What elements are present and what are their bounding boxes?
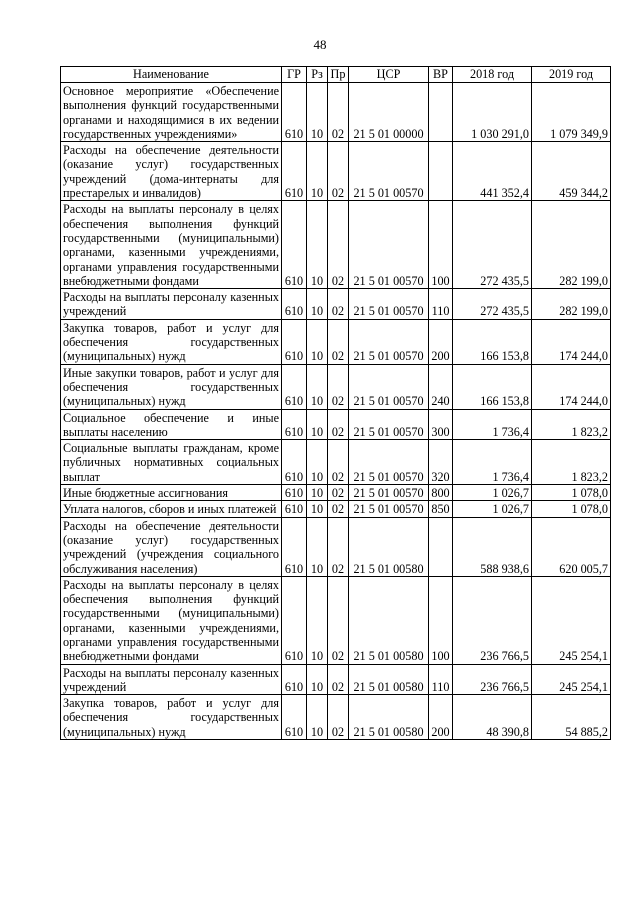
header-gr: ГР (282, 67, 307, 83)
row-csr: 21 5 01 00570 (349, 485, 429, 501)
row-2018: 272 435,5 (453, 289, 532, 320)
row-rz: 10 (307, 319, 328, 364)
row-pr: 02 (328, 409, 349, 440)
row-vr: 100 (429, 576, 453, 664)
row-rz: 10 (307, 664, 328, 695)
row-rz: 10 (307, 576, 328, 664)
row-rz: 10 (307, 289, 328, 320)
row-name: Расходы на обеспечение деятельности (оказание услуг) государственных учреждений (учреждения социального обслуживания населения) (61, 517, 282, 576)
row-2019: 245 254,1 (532, 664, 611, 695)
row-2018: 236 766,5 (453, 664, 532, 695)
row-vr: 240 (429, 364, 453, 409)
table-row (61, 409, 611, 440)
row-2019: 245 254,1 (532, 576, 611, 664)
row-2018: 236 766,5 (453, 576, 532, 664)
header-rz: Рз (307, 67, 328, 83)
header-2019: 2019 год (532, 67, 611, 83)
row-gr: 610 (282, 364, 307, 409)
row-name: Иные закупки товаров, работ и услуг для обеспечения государственных (муниципальных) нужд (61, 364, 282, 409)
header-name: Наименование (61, 67, 282, 83)
header-pr: Пр (328, 67, 349, 83)
table-row (61, 664, 611, 695)
row-name: Расходы на обеспечение деятельности (оказание услуг) государственных учреждений (дома-интернаты для престарелых и инвалидов) (61, 142, 282, 201)
row-csr: 21 5 01 00570 (349, 409, 429, 440)
row-gr: 610 (282, 695, 307, 740)
row-rz: 10 (307, 501, 328, 517)
table-row (61, 201, 611, 289)
row-pr: 02 (328, 289, 349, 320)
row-rz: 10 (307, 409, 328, 440)
row-vr: 320 (429, 440, 453, 485)
row-csr: 21 5 01 00570 (349, 319, 429, 364)
row-2019: 282 199,0 (532, 201, 611, 289)
row-2019: 1 078,0 (532, 485, 611, 501)
row-rz: 10 (307, 440, 328, 485)
row-csr: 21 5 01 00570 (349, 201, 429, 289)
page-number: 48 (313, 37, 327, 52)
row-name: Социальное обеспечение и иные выплаты населению (61, 409, 282, 440)
row-pr: 02 (328, 501, 349, 517)
row-gr: 610 (282, 576, 307, 664)
row-vr: 200 (429, 319, 453, 364)
table-row (61, 83, 611, 142)
row-vr: 300 (429, 409, 453, 440)
row-pr: 02 (328, 83, 349, 142)
row-2019: 459 344,2 (532, 142, 611, 201)
row-name: Расходы на выплаты персоналу в целях обеспечения выполнения функций государственными (муниципальными) органами, казенными учреждениями, органами управления государственными внебюджетными фондами (61, 201, 282, 289)
row-pr: 02 (328, 695, 349, 740)
row-pr: 02 (328, 664, 349, 695)
row-csr: 21 5 01 00580 (349, 664, 429, 695)
table-row (61, 517, 611, 576)
row-pr: 02 (328, 517, 349, 576)
row-2019: 1 823,2 (532, 409, 611, 440)
row-rz: 10 (307, 142, 328, 201)
budget-table (60, 66, 611, 740)
row-vr: 850 (429, 501, 453, 517)
row-2018: 48 390,8 (453, 695, 532, 740)
row-vr: 110 (429, 289, 453, 320)
row-2018: 1 736,4 (453, 440, 532, 485)
row-rz: 10 (307, 695, 328, 740)
row-name: Расходы на выплаты персоналу в целях обеспечения выполнения функций государственными (муниципальными) органами, казенными учреждениями, органами управления государственными внебюджетными фондами (61, 576, 282, 664)
row-rz: 10 (307, 364, 328, 409)
row-pr: 02 (328, 440, 349, 485)
row-name: Расходы на выплаты персоналу казенных учреждений (61, 664, 282, 695)
row-pr: 02 (328, 576, 349, 664)
row-gr: 610 (282, 440, 307, 485)
row-2018: 272 435,5 (453, 201, 532, 289)
row-2019: 282 199,0 (532, 289, 611, 320)
row-csr: 21 5 01 00580 (349, 695, 429, 740)
row-rz: 10 (307, 517, 328, 576)
row-2019: 1 078,0 (532, 501, 611, 517)
row-gr: 610 (282, 664, 307, 695)
row-pr: 02 (328, 142, 349, 201)
row-pr: 02 (328, 201, 349, 289)
header-vr: ВР (429, 67, 453, 83)
row-name: Закупка товаров, работ и услуг для обеспечения государственных (муниципальных) нужд (61, 695, 282, 740)
row-vr: 110 (429, 664, 453, 695)
table-row (61, 695, 611, 740)
row-vr (429, 83, 453, 142)
row-gr: 610 (282, 485, 307, 501)
row-csr: 21 5 01 00580 (349, 517, 429, 576)
row-2018: 1 026,7 (453, 485, 532, 501)
table-row (61, 485, 611, 501)
row-rz: 10 (307, 485, 328, 501)
row-gr: 610 (282, 517, 307, 576)
row-csr: 21 5 01 00570 (349, 440, 429, 485)
row-2018: 588 938,6 (453, 517, 532, 576)
row-vr: 800 (429, 485, 453, 501)
row-csr: 21 5 01 00000 (349, 83, 429, 142)
table-row (61, 440, 611, 485)
row-csr: 21 5 01 00570 (349, 364, 429, 409)
row-gr: 610 (282, 142, 307, 201)
row-2019: 54 885,2 (532, 695, 611, 740)
table-row (61, 142, 611, 201)
header-csr: ЦСР (349, 67, 429, 83)
row-gr: 610 (282, 319, 307, 364)
row-name: Закупка товаров, работ и услуг для обеспечения государственных (муниципальных) нужд (61, 319, 282, 364)
table-row (61, 319, 611, 364)
row-gr: 610 (282, 501, 307, 517)
table-row (61, 289, 611, 320)
row-vr (429, 142, 453, 201)
row-2019: 620 005,7 (532, 517, 611, 576)
row-csr: 21 5 01 00570 (349, 142, 429, 201)
row-name: Основное мероприятие «Обеспечение выполнения функций государственными органами и находящимися в их ведении государственных учреждениями» (61, 83, 282, 142)
row-vr: 100 (429, 201, 453, 289)
row-gr: 610 (282, 83, 307, 142)
row-name: Уплата налогов, сборов и иных платежей (61, 501, 282, 517)
row-2019: 174 244,0 (532, 319, 611, 364)
row-2019: 174 244,0 (532, 364, 611, 409)
row-name: Социальные выплаты гражданам, кроме публичных нормативных социальных выплат (61, 440, 282, 485)
row-pr: 02 (328, 485, 349, 501)
row-2019: 1 079 349,9 (532, 83, 611, 142)
table-row (61, 576, 611, 664)
row-2018: 1 026,7 (453, 501, 532, 517)
row-rz: 10 (307, 201, 328, 289)
row-csr: 21 5 01 00570 (349, 501, 429, 517)
table-row (61, 501, 611, 517)
row-rz: 10 (307, 83, 328, 142)
row-vr (429, 517, 453, 576)
row-2018: 1 030 291,0 (453, 83, 532, 142)
row-2018: 166 153,8 (453, 319, 532, 364)
row-2018: 441 352,4 (453, 142, 532, 201)
table-body (61, 83, 611, 740)
table-row (61, 364, 611, 409)
table-header-row (61, 67, 611, 83)
row-pr: 02 (328, 364, 349, 409)
row-gr: 610 (282, 289, 307, 320)
row-2018: 1 736,4 (453, 409, 532, 440)
row-2019: 1 823,2 (532, 440, 611, 485)
row-name: Иные бюджетные ассигнования (61, 485, 282, 501)
row-name: Расходы на выплаты персоналу казенных учреждений (61, 289, 282, 320)
row-gr: 610 (282, 409, 307, 440)
row-pr: 02 (328, 319, 349, 364)
row-gr: 610 (282, 201, 307, 289)
row-2018: 166 153,8 (453, 364, 532, 409)
header-2018: 2018 год (453, 67, 532, 83)
row-csr: 21 5 01 00570 (349, 289, 429, 320)
row-csr: 21 5 01 00580 (349, 576, 429, 664)
row-vr: 200 (429, 695, 453, 740)
